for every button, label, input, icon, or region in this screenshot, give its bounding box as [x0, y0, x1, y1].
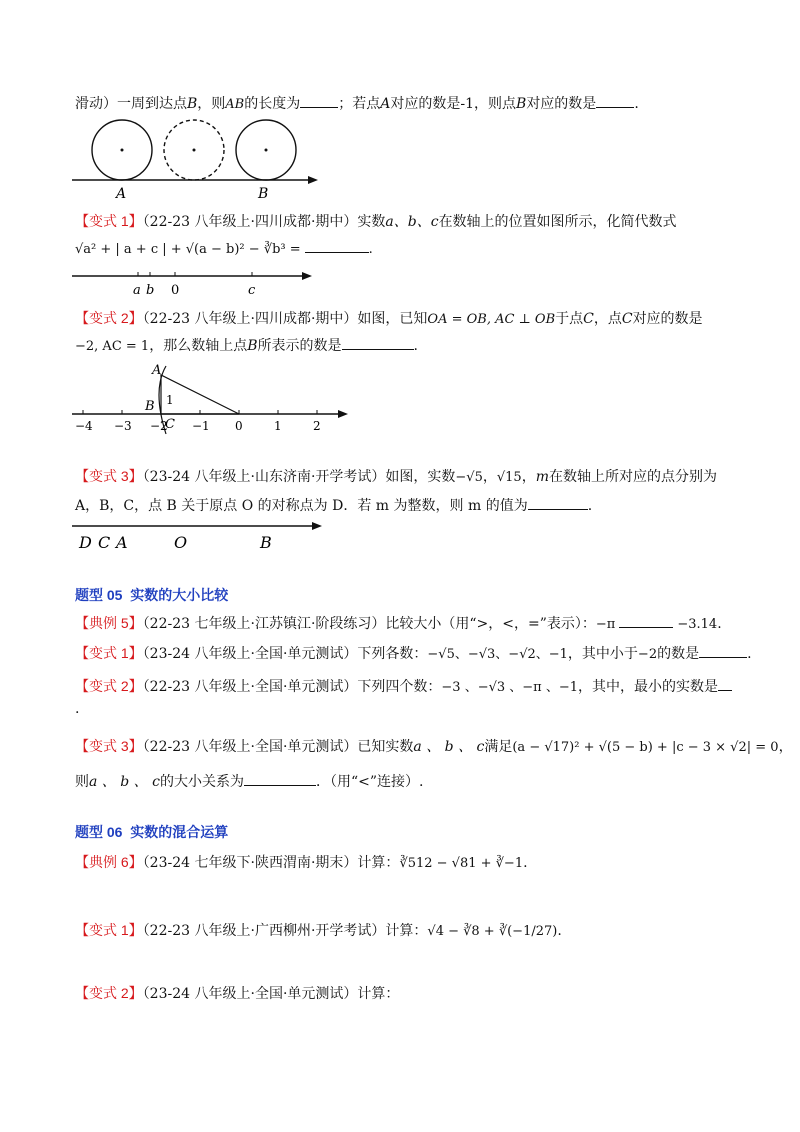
tick-label: 1	[274, 419, 282, 433]
variant-tag: 【变式 1】	[75, 922, 143, 938]
label-a: A	[116, 533, 128, 552]
condition: −2, AC = 1	[75, 339, 150, 354]
example-5-variant-3	[75, 736, 793, 758]
var-m: m	[535, 469, 549, 485]
question-text: 所表示的数是	[257, 338, 342, 354]
label-b: b	[146, 283, 155, 298]
intro-text: 对应的数是	[526, 96, 597, 112]
question-text: 在数轴上所对应的点分别为	[548, 469, 717, 485]
variant-tag: 【变式 3】	[75, 738, 143, 754]
variant-1	[75, 211, 677, 232]
period: .	[368, 242, 373, 257]
point-b: B	[247, 338, 258, 354]
dcaob-number-line	[70, 518, 330, 552]
intro-line	[75, 94, 639, 115]
tick-label: −3	[114, 419, 132, 433]
intro-text: 对应的数是	[390, 96, 461, 112]
vars: a 、 b 、 c	[89, 774, 160, 790]
point-c: C	[583, 311, 594, 327]
period: .	[523, 855, 528, 871]
intro-text: ，则	[197, 96, 226, 112]
section-label: 题型 06	[75, 824, 123, 840]
tick-label: 0	[235, 419, 243, 433]
answer-blank[interactable]	[244, 773, 316, 786]
question-text: 则	[75, 774, 89, 790]
value: −3.14	[677, 617, 718, 632]
value: −√5	[455, 470, 483, 485]
tick-label: 2	[313, 419, 321, 433]
question-text: 对应的数是	[632, 311, 703, 327]
question-text: （22-23 八年级上·广西柳州·开学考试）计算：	[142, 923, 428, 939]
question-text: A，B，C，点 B 关于原点 O 的对称点为 D．若 m 为整数，则 m 的值为	[75, 498, 528, 514]
example-6	[75, 852, 528, 874]
period: .	[747, 646, 752, 662]
intro-text: ，则点	[474, 96, 517, 112]
point-c: C	[621, 311, 633, 327]
intro-text: 滑动）一周到达点	[75, 96, 187, 112]
answer-blank[interactable]	[596, 95, 634, 108]
label-zero: 0	[171, 283, 180, 298]
section-title: 实数的大小比较	[130, 587, 229, 603]
period: .	[413, 338, 418, 354]
question-text: 满足	[484, 739, 513, 755]
example-5-variant-1	[75, 643, 752, 665]
example-tag: 【典例 6】	[75, 854, 143, 870]
label-a: A	[116, 186, 127, 202]
separator: ，	[482, 469, 497, 485]
question-text: ，其中小于	[567, 646, 638, 662]
example-5-variant-2	[75, 676, 732, 698]
variant-tag: 【变式 3】	[75, 468, 143, 484]
period: .	[75, 701, 80, 717]
example-5-variant-2-end	[75, 699, 79, 719]
question-text: 于点	[555, 311, 584, 327]
label-b: B	[145, 399, 155, 414]
answer-blank[interactable]	[718, 678, 732, 691]
tick-label: −4	[75, 419, 93, 433]
question-text: 在数轴上的位置如图所示，化简代数式	[438, 214, 677, 230]
separator: ，	[778, 739, 793, 755]
label-a: a	[133, 283, 141, 298]
variant-tag: 【变式 2】	[75, 985, 143, 1001]
expression: √a² + | a + c | + √(a − b)² − ∛b³ =	[75, 242, 301, 257]
label-d: D	[79, 533, 92, 552]
section-title: 实数的混合运算	[130, 824, 229, 840]
variant-tag: 【变式 2】	[75, 310, 143, 326]
question-text: 的数是	[657, 646, 700, 662]
answer-blank[interactable]	[619, 615, 673, 628]
arrow-icon	[312, 522, 322, 530]
variant-tag: 【变式 1】	[75, 213, 143, 229]
label-b: B	[258, 186, 269, 202]
variant-tag: 【变式 2】	[75, 678, 143, 694]
condition: OA = OB, AC ⊥ OB	[427, 312, 556, 327]
arrow-icon	[338, 410, 348, 418]
period: .	[634, 96, 639, 112]
question-text: ．（用“<”连接）.	[315, 774, 424, 790]
label-c: C	[98, 533, 111, 552]
variant-3	[75, 466, 717, 488]
example-tag: 【典例 5】	[75, 615, 143, 631]
variant-2	[75, 308, 703, 330]
intro-text: 的长度为	[244, 96, 301, 112]
label-c: C	[165, 417, 175, 432]
separator: ，	[521, 469, 536, 485]
expression: ∛512 − √81 + ∛−1	[399, 856, 524, 871]
numbers: −√5、−√3、−√2、−1	[427, 647, 568, 662]
example-5-variant-3-line2	[75, 772, 423, 792]
value: −π	[595, 617, 616, 632]
vars: a 、 b 、 c	[413, 739, 485, 755]
period: .	[717, 616, 722, 632]
expression: (a − √17)² + √(5 − b) + |c − 3 × √2| = 0	[512, 740, 779, 755]
arrow-icon	[302, 272, 312, 280]
tick-label: −1	[192, 419, 210, 433]
question-text: ，其中，最小的实数是	[578, 679, 719, 695]
abc-number-line	[70, 268, 320, 298]
value: √15	[496, 470, 522, 485]
section-heading-06	[75, 822, 228, 842]
variant-tag: 【变式 1】	[75, 645, 143, 661]
arrow-icon	[308, 176, 318, 184]
source-text: （23-24 八年级上·全国·单元测试）下列各数：	[142, 646, 428, 662]
source-text: （22-23 八年级上·全国·单元测试）下列四个数：	[142, 679, 442, 695]
variant-3-line2	[75, 496, 592, 516]
period: .	[557, 923, 562, 939]
label-one: 1	[166, 393, 174, 407]
answer-blank[interactable]	[305, 240, 369, 253]
example-5	[75, 613, 722, 635]
point-a: A	[380, 96, 391, 112]
example-6-variant-1	[75, 920, 562, 942]
section-heading-05	[75, 585, 228, 605]
question-text: （23-24 八年级上·全国·单元测试）计算：	[142, 986, 400, 1002]
point-b: B	[187, 96, 198, 112]
segment-ab: AB	[225, 97, 245, 112]
tick-label: −2	[150, 419, 168, 433]
value: −2	[637, 647, 658, 662]
answer-blank[interactable]	[528, 497, 588, 510]
answer-blank[interactable]	[342, 337, 414, 350]
section-label: 题型 05	[75, 587, 123, 603]
circles-rolling-figure	[60, 118, 330, 200]
variant-1-expr	[75, 240, 373, 260]
source-text: （22-23 八年级上·全国·单元测试）已知实数	[142, 739, 414, 755]
label-b: B	[260, 533, 272, 552]
question-text: （23-24 七年级下·陕西渭南·期末）计算：	[142, 855, 400, 871]
value: -1	[460, 96, 475, 112]
question-text: （22-23 七年级上·江苏镇江·阶段练习）比较大小（用“>，<，=”表示）：	[142, 616, 596, 632]
source-text: （22-23 八年级上·四川成都·期中）如图，已知	[142, 311, 428, 327]
point-b: B	[516, 96, 527, 112]
intro-text: ；若点	[338, 96, 381, 112]
vars: a、b、c	[385, 214, 439, 230]
period: .	[587, 498, 593, 514]
source-text: （23-24 八年级上·山东济南·开学考试）如图，实数	[142, 469, 456, 485]
label-o: O	[174, 533, 188, 552]
triangle-number-line-figure	[70, 360, 360, 440]
label-a: A	[152, 363, 162, 378]
answer-blank[interactable]	[699, 645, 747, 658]
question-text: 的大小关系为	[159, 774, 244, 790]
question-text: ，那么数轴上点	[149, 338, 248, 354]
expression: √4 − ∛8 + ∛(−1/27)	[427, 924, 558, 939]
answer-blank[interactable]	[300, 95, 338, 108]
source-text: （22-23 八年级上·四川成都·期中）实数	[142, 214, 386, 230]
question-text: ，点	[593, 311, 622, 327]
label-c: c	[248, 283, 256, 298]
variant-2-line2	[75, 336, 418, 357]
numbers: −3 、−√3 、−π 、−1	[441, 680, 579, 695]
example-6-variant-2	[75, 983, 399, 1004]
